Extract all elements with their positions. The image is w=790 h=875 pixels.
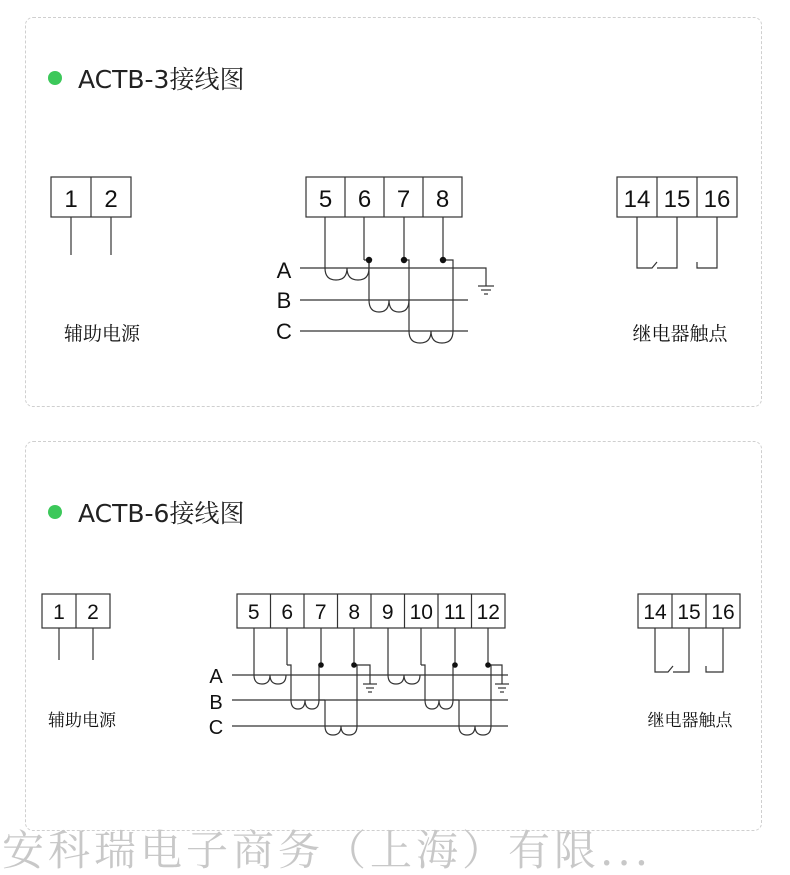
terminal-label: 6 bbox=[357, 186, 372, 213]
terminal-label: 8 bbox=[348, 601, 361, 624]
relay-contacts bbox=[655, 628, 723, 672]
phase-label-c: C bbox=[276, 319, 292, 344]
terminal-label: 8 bbox=[435, 186, 450, 213]
ct-wiring bbox=[232, 628, 509, 735]
terminal-label: 15 bbox=[663, 186, 691, 213]
terminal-label: 6 bbox=[281, 601, 294, 624]
aux-terminal-box bbox=[51, 177, 131, 217]
title-text: ACTB-6接线图 bbox=[78, 499, 245, 528]
phase-label-a: A bbox=[276, 258, 292, 283]
terminal-label: 2 bbox=[87, 601, 99, 624]
aux-power-block-1 bbox=[51, 177, 141, 345]
phase-label-a: A bbox=[209, 666, 223, 688]
terminal-label: 9 bbox=[381, 601, 394, 624]
aux-power-block-2 bbox=[42, 594, 117, 730]
ct-block-2 bbox=[209, 594, 509, 739]
terminal-label: 1 bbox=[64, 186, 78, 213]
junction-dots bbox=[318, 662, 491, 668]
ct-wiring bbox=[300, 217, 494, 343]
terminal-label: 15 bbox=[677, 601, 701, 624]
terminal-label: 7 bbox=[396, 186, 411, 213]
terminal-label: 12 bbox=[476, 601, 500, 624]
relay-label: 继电器触点 bbox=[632, 324, 728, 345]
phase-label-c: C bbox=[208, 717, 224, 739]
phase-label-b: B bbox=[276, 288, 292, 313]
terminal-label: 14 bbox=[643, 601, 667, 624]
watermark-text: 安科瑞电子商务（上海）有限... bbox=[2, 826, 653, 874]
terminal-label: 5 bbox=[318, 186, 333, 213]
terminal-label: 5 bbox=[247, 601, 260, 624]
terminal-label: 1 bbox=[53, 601, 65, 624]
terminal-label: 16 bbox=[703, 186, 731, 213]
aux-power-label: 辅助电源 bbox=[48, 711, 116, 730]
relay-contacts bbox=[637, 217, 717, 268]
terminal-label: 16 bbox=[711, 601, 735, 624]
relay-label: 继电器触点 bbox=[647, 711, 733, 730]
terminal-label: 14 bbox=[623, 186, 651, 213]
junction-dots bbox=[366, 257, 446, 263]
phase-label-b: B bbox=[209, 692, 223, 714]
relay-block-2 bbox=[638, 594, 740, 730]
aux-power-label: 辅助电源 bbox=[63, 324, 141, 345]
title-text: ACTB-3接线图 bbox=[78, 65, 245, 94]
terminal-label: 11 bbox=[443, 601, 466, 624]
ct-block-1 bbox=[276, 177, 494, 344]
relay-block-1 bbox=[617, 177, 737, 345]
terminal-label: 10 bbox=[409, 601, 433, 624]
terminal-label: 7 bbox=[314, 601, 327, 624]
terminal-label: 2 bbox=[104, 186, 118, 213]
